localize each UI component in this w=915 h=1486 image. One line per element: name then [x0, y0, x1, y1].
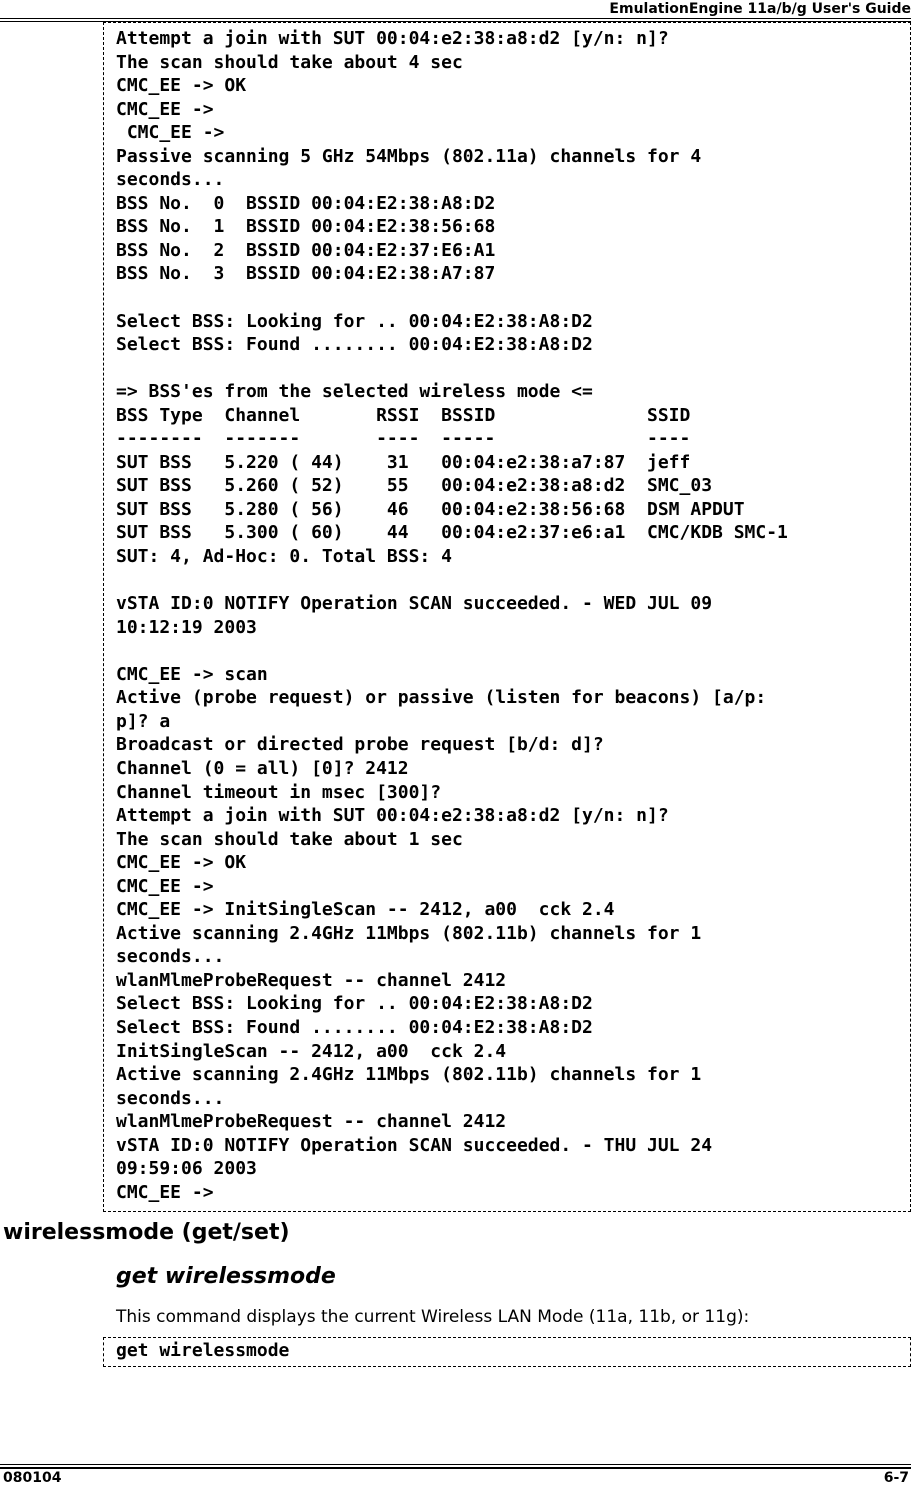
code-line: Select BSS: Looking for .. 00:04:E2:38:A8:D2	[116, 993, 593, 1015]
code-line: BSS No. 1 BSSID 00:04:E2:38:56:68	[116, 216, 496, 238]
code-line: vSTA ID:0 NOTIFY Operation SCAN succeeded. - WED JUL 09	[116, 593, 713, 615]
code-line: -------- ------- ---- ----- ----	[116, 428, 691, 450]
code-line: CMC_EE ->	[116, 98, 214, 120]
code-line: Attempt a join with SUT 00:04:e2:38:a8:d2 [y/n: n]?	[116, 805, 669, 827]
document-id: 080104	[3, 1470, 62, 1486]
page-number: 6-7	[883, 1470, 909, 1486]
header-title: EmulationEngine 11a/b/g User's Guide	[609, 1, 911, 17]
subsection-heading: get wirelessmode	[116, 1264, 336, 1289]
code-line: 10:12:19 2003	[116, 616, 257, 638]
code-line: wlanMlmeProbeRequest -- channel 2412	[116, 1111, 507, 1133]
code-line: Select BSS: Found ........ 00:04:E2:38:A8:D2	[116, 1016, 593, 1038]
code-line: BSS No. 3 BSSID 00:04:E2:38:A7:87	[116, 263, 496, 285]
code-line: SUT BSS 5.220 ( 44) 31 00:04:e2:38:a7:87 jeff	[116, 451, 691, 473]
code-line: BSS No. 0 BSSID 00:04:E2:38:A8:D2	[116, 192, 496, 214]
code-line: The scan should take about 1 sec	[116, 828, 463, 850]
code-line: CMC_EE -> OK	[116, 852, 247, 874]
code-line: BSS Type Channel RSSI BSSID SSID	[116, 404, 691, 426]
command-example-block	[103, 1337, 911, 1367]
code-line: seconds...	[116, 946, 225, 968]
code-line	[116, 639, 910, 663]
code-line: Select BSS: Found ........ 00:04:E2:38:A8:D2	[116, 334, 593, 356]
code-line: CMC_EE ->	[116, 1181, 214, 1203]
code-line	[116, 286, 910, 310]
footer-rule	[0, 1464, 911, 1465]
code-line: 09:59:06 2003	[116, 1158, 257, 1180]
code-line: Channel (0 = all) [0]? 2412	[116, 757, 409, 779]
command-description: This command displays the current Wireless LAN Mode (11a, 11b, or 11g):	[116, 1307, 750, 1327]
code-line: wlanMlmeProbeRequest -- channel 2412	[116, 969, 507, 991]
code-line: CMC_EE -> scan	[116, 663, 268, 685]
code-line: => BSS'es from the selected wireless mode <=	[116, 381, 593, 403]
code-line: BSS No. 2 BSSID 00:04:E2:37:E6:A1	[116, 239, 496, 261]
code-line: Active (probe request) or passive (listen for beacons) [a/p:	[116, 687, 767, 709]
footer-rule-thick	[0, 1467, 911, 1469]
code-line: SUT BSS 5.300 ( 60) 44 00:04:e2:37:e6:a1 CMC/KDB SMC-1	[116, 522, 788, 544]
command-example: get wirelessmode	[116, 1340, 290, 1361]
code-line: CMC_EE -> InitSingleScan -- 2412, a00 cck 2.4	[116, 899, 615, 921]
code-line: Select BSS: Looking for .. 00:04:E2:38:A8:D2	[116, 310, 593, 332]
console-output-block	[103, 22, 911, 1212]
code-line: Channel timeout in msec [300]?	[116, 781, 442, 803]
code-line	[116, 357, 910, 381]
code-line: seconds...	[116, 169, 225, 191]
code-line: CMC_EE ->	[116, 875, 214, 897]
code-line: SUT BSS 5.280 ( 56) 46 00:04:e2:38:56:68 DSM APDUT	[116, 498, 745, 520]
code-line: seconds...	[116, 1087, 225, 1109]
code-line: The scan should take about 4 sec	[116, 51, 463, 73]
code-line: Passive scanning 5 GHz 54Mbps (802.11a) channels for 4	[116, 145, 702, 167]
page-header	[0, 0, 911, 19]
section-heading: wirelessmode (get/set)	[3, 1220, 290, 1245]
code-line: CMC_EE ->	[116, 122, 225, 144]
code-line	[116, 569, 910, 593]
code-line: InitSingleScan -- 2412, a00 cck 2.4	[116, 1040, 507, 1062]
code-line: Broadcast or directed probe request [b/d: d]?	[116, 734, 604, 756]
code-line: CMC_EE -> OK	[116, 75, 247, 97]
code-line: SUT: 4, Ad-Hoc: 0. Total BSS: 4	[116, 546, 452, 568]
code-line: SUT BSS 5.260 ( 52) 55 00:04:e2:38:a8:d2 SMC_03	[116, 475, 713, 497]
code-line: Active scanning 2.4GHz 11Mbps (802.11b) channels for 1	[116, 922, 702, 944]
code-line: vSTA ID:0 NOTIFY Operation SCAN succeeded. - THU JUL 24	[116, 1134, 713, 1156]
code-line: Active scanning 2.4GHz 11Mbps (802.11b) channels for 1	[116, 1064, 702, 1086]
code-line: p]? a	[116, 710, 171, 732]
code-line: Attempt a join with SUT 00:04:e2:38:a8:d2 [y/n: n]?	[116, 28, 669, 49]
